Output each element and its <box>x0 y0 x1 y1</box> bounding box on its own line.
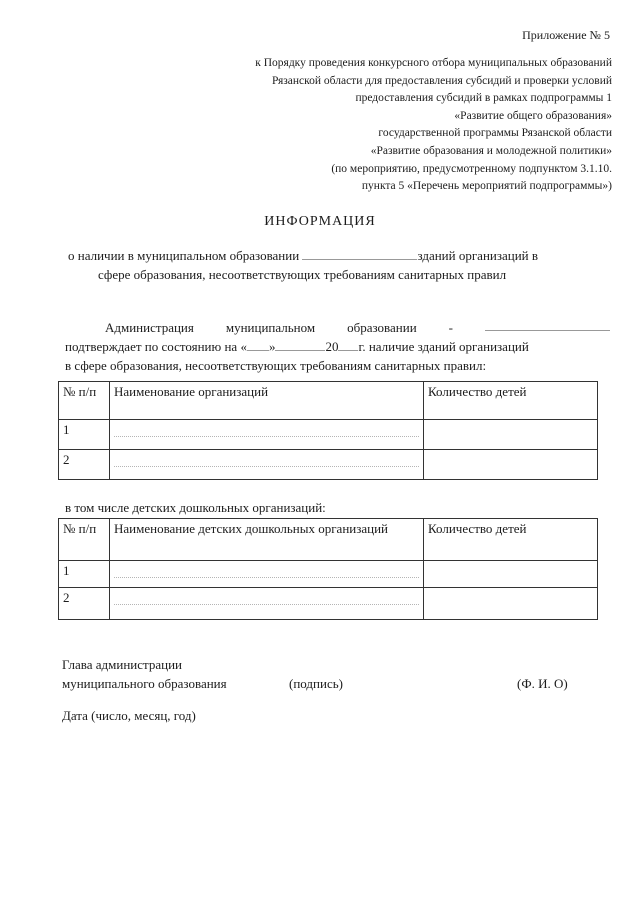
full-name-field[interactable]: (Ф. И. О) <box>517 676 568 691</box>
preschool-name-cell[interactable] <box>110 588 424 620</box>
org-name-cell[interactable] <box>110 450 424 480</box>
table-header-row <box>59 519 598 561</box>
header-children-count: Количество детей <box>424 519 598 561</box>
organizations-table <box>58 381 598 480</box>
header-preschool-name: Наименование детских дошкольных организаций <box>110 519 424 561</box>
children-count-cell[interactable] <box>424 420 598 450</box>
subtitle-end: зданий организаций в <box>417 248 539 263</box>
municipality-name-blank[interactable] <box>485 318 610 331</box>
month-blank[interactable] <box>275 338 325 351</box>
confirm-text-c: 20 <box>325 339 339 354</box>
children-count-cell[interactable] <box>424 561 598 588</box>
word-dash: - <box>448 320 453 335</box>
basis-line: пункта 5 «Перечень мероприятий подпрограммы») <box>361 180 612 193</box>
subtitle-start: о наличии в муниципальном образовании <box>68 248 300 263</box>
basis-line: (по мероприятию, предусмотренному подпунктом 3.1.10. <box>331 162 612 175</box>
basis-line: «Развитие образования и молодежной политики» <box>370 144 612 157</box>
table-row <box>59 561 598 588</box>
date-field[interactable]: Дата (число, месяц, год) <box>62 708 196 723</box>
signatory-title-line2: муниципального образования <box>62 676 227 691</box>
header-number: № п/п <box>59 382 110 420</box>
confirm-text-d: г. наличие зданий организаций <box>358 339 529 354</box>
document-subtitle <box>68 246 538 284</box>
preschool-table <box>58 518 598 620</box>
children-count-cell[interactable] <box>424 450 598 480</box>
subtitle-line2: сфере образования, несоответствующих требованиям санитарных правил <box>98 267 507 282</box>
signature-field[interactable]: (подпись) <box>289 676 343 691</box>
word-administration: Администрация <box>105 320 194 335</box>
appendix-number: Приложение № 5 <box>522 28 610 42</box>
header-number: № п/п <box>59 519 110 561</box>
municipality-blank[interactable] <box>302 247 417 260</box>
header-children-count: Количество детей <box>424 382 598 420</box>
table-row <box>59 450 598 480</box>
basis-line: предоставления субсидий в рамках подпрограммы 1 <box>355 92 612 105</box>
header-org-name: Наименование организаций <box>110 382 424 420</box>
day-blank[interactable] <box>247 338 269 351</box>
confirm-text-line3: в сфере образования, несоответствующих требованиям санитарных правил: <box>65 358 487 373</box>
preschool-name-cell[interactable] <box>110 561 424 588</box>
preschool-subheading: в том числе детских дошкольных организаций: <box>65 500 326 515</box>
year-blank[interactable] <box>338 338 358 351</box>
row-number: 1 <box>59 420 110 450</box>
children-count-cell[interactable] <box>424 588 598 620</box>
word-municipal: муниципальном <box>225 320 316 335</box>
basis-line: Рязанской области для предоставления субсидий и проверки условий <box>271 74 612 87</box>
basis-line: государственной программы Рязанской области <box>378 127 612 140</box>
table-header-row <box>59 382 598 420</box>
signatory-title-line1: Глава администрации <box>62 657 183 672</box>
table-row <box>59 588 598 620</box>
table-row <box>59 420 598 450</box>
confirm-text-b: » <box>268 339 276 354</box>
document-title: ИНФОРМАЦИЯ <box>264 214 376 229</box>
basis-line: «Развитие общего образования» <box>454 109 612 122</box>
confirm-text-a: подтверждает по состоянию на « <box>65 339 247 354</box>
row-number: 1 <box>59 561 110 588</box>
row-number: 2 <box>59 588 110 620</box>
basis-line: к Порядку проведения конкурсного отбора муниципальных образований <box>255 57 612 69</box>
legal-basis <box>255 55 612 196</box>
org-name-cell[interactable] <box>110 420 424 450</box>
row-number: 2 <box>59 450 110 480</box>
confirmation-paragraph <box>65 318 610 375</box>
word-formation: образовании <box>347 320 417 335</box>
